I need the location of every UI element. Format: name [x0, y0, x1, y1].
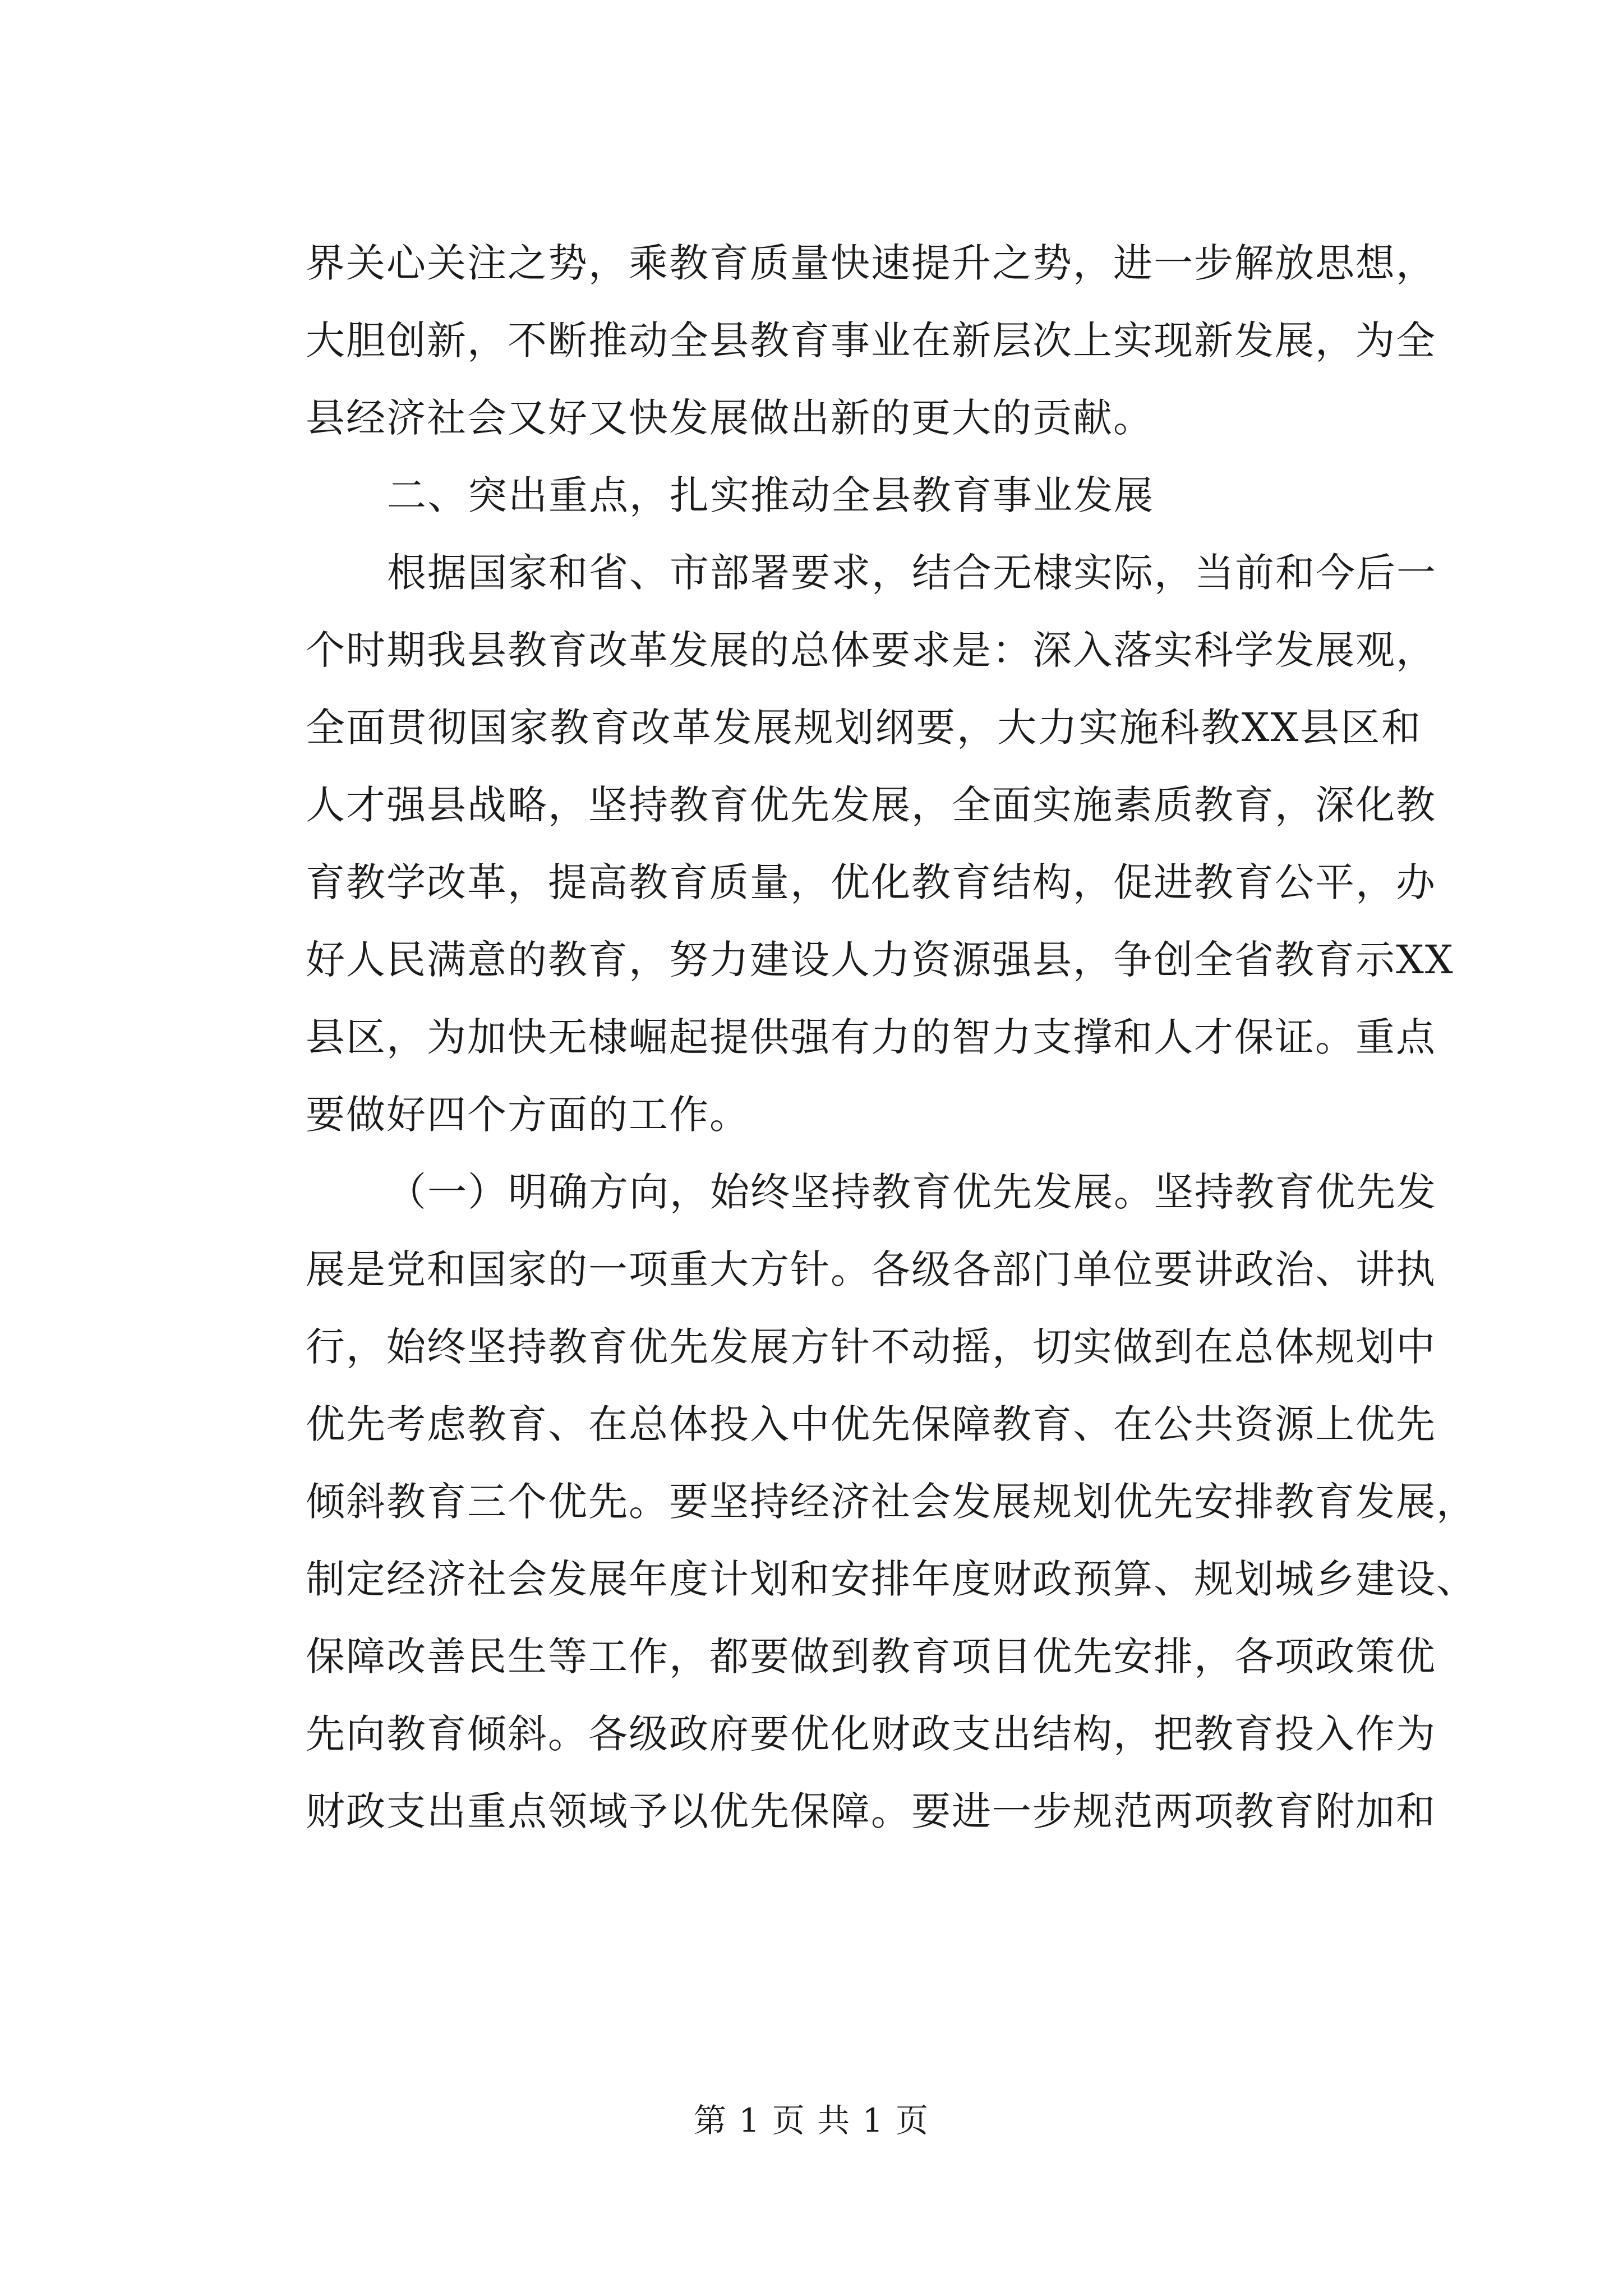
text-line: 倾斜教育三个优先。要坚持经济社会发展规划优先安排教育发展，: [306, 1479, 1477, 1525]
body-text: [306, 224, 1477, 1850]
text-line: 县区，为加快无棣崛起提供强有力的智力支撑和人才保证。重点: [306, 1014, 1436, 1060]
text-line: 财政支出重点领域予以优先保障。要进一步规范两项教育附加和: [306, 1788, 1436, 1834]
text-line: 要做好四个方面的工作。: [306, 1092, 750, 1138]
section-heading: 二、突出重点，扎实推动全县教育事业发展: [387, 472, 1154, 518]
text-line: 县经济社会又好又快发展做出新的更大的贡献。: [306, 395, 1154, 441]
text-line: 先向教育倾斜。各级政府要优化财政支出结构，把教育投入作为: [306, 1711, 1436, 1757]
text-line: （一）明确方向，始终坚持教育优先发展。坚持教育优先发: [387, 1169, 1437, 1215]
text-line: 界关心关注之势，乘教育质量快速提升之势，进一步解放思想，: [306, 240, 1436, 286]
text-line: 大胆创新，不断推动全县教育事业在新层次上实现新发展，为全: [306, 318, 1436, 364]
text-line: 全面贯彻国家教育改革发展规划纲要，大力实施科教XX县区和: [306, 705, 1422, 751]
text-line: 个时期我县教育改革发展的总体要求是：深入落实科学发展观，: [306, 627, 1436, 673]
text-line: 人才强县战略，坚持教育优先发展，全面实施素质教育，深化教: [306, 782, 1436, 828]
text-line: 根据国家和省、市部署要求，结合无棣实际，当前和今后一: [387, 550, 1437, 596]
text-line: 保障改善民生等工作，都要做到教育项目优先安排，各项政策优: [306, 1634, 1436, 1680]
page-footer: [0, 2098, 1623, 2143]
text-line: 好人民满意的教育，努力建设人力资源强县，争创全省教育示XX: [306, 937, 1454, 983]
page-number-label: 第 1 页 共 1 页: [694, 2101, 929, 2139]
text-line: 展是党和国家的一项重大方针。各级各部门单位要讲政治、讲执: [306, 1246, 1436, 1292]
text-line: 行，始终坚持教育优先发展方针不动摇，切实做到在总体规划中: [306, 1324, 1436, 1370]
text-line: 育教学改革，提高教育质量，优化教育结构，促进教育公平，办: [306, 859, 1436, 905]
text-line: 制定经济社会发展年度计划和安排年度财政预算、规划城乡建设、: [306, 1556, 1477, 1602]
text-line: 优先考虑教育、在总体投入中优先保障教育、在公共资源上优先: [306, 1401, 1436, 1447]
